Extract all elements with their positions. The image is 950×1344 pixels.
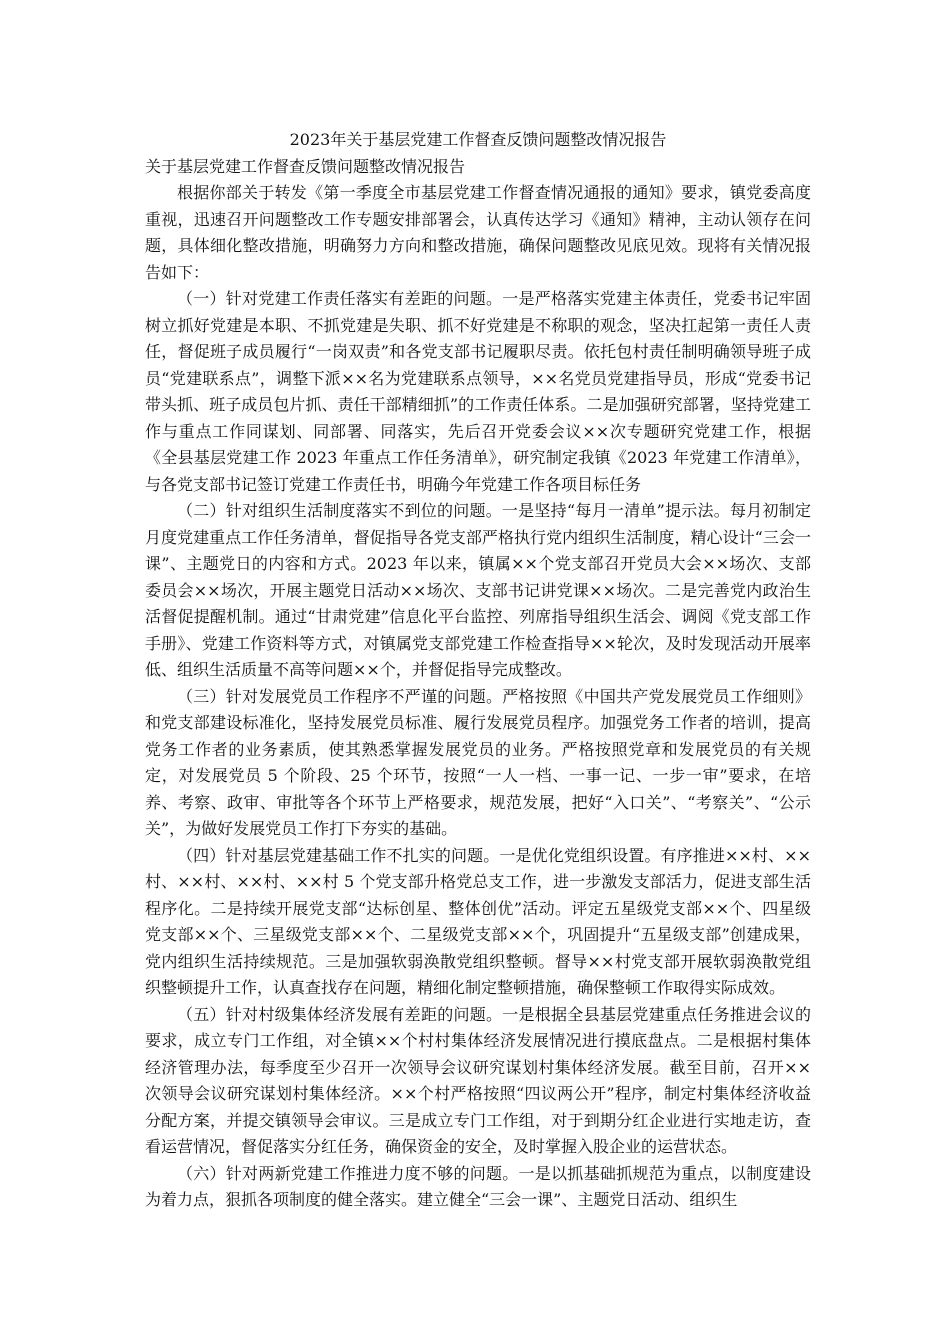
- document-title: 2023年关于基层党建工作督查反馈问题整改情况报告: [289, 130, 667, 149]
- document-page: [145, 127, 811, 1214]
- paragraph-section-6: （六）针对两新党建工作推进力度不够的问题。一是以抓基础抓规范为重点，以制度建设为着力点，狠抓各项制度的健全落实。建立健全“三会一课”、主题党日活动、组织生: [145, 1163, 811, 1209]
- paragraph-section-5: （五）针对村级集体经济发展有差距的问题。一是根据全县基层党建重点任务推进会议的要求，成立专门工作组，对全镇××个村村集体经济发展情况进行摸底盘点。二是根据村集体经济管理办法，每季度至少召开一次领导会议研究谋划村集体经济发展。截至目前，召开××次领导会议研究谋划村集体经济。××个村严格按照“四议两公开”程序，制定村集体经济收益分配方案，并提交镇领导会审议。三是成立专门工作组，对于到期分红企业进行实地走访，查看运营情况，督促落实分红任务，确保资金的安全，及时掌握入股企业的运营状态。: [145, 1004, 811, 1156]
- paragraph-intro: 根据你部关于转发《第一季度全市基层党建工作督查情况通报的通知》要求，镇党委高度重视，迅速召开问题整改工作专题安排部署会，认真传达学习《通知》精神，主动认领存在问题，具体细化整改措施，明确努力方向和整改措施，确保问题整改见底见效。现将有关情况报告如下：: [145, 183, 811, 282]
- paragraph-section-4: （四）针对基层党建基础工作不扎实的问题。一是优化党组织设置。有序推进××村、××村、××村、××村、××村 5 个党支部升格党总支工作，进一步激发支部活力，促进支部生活程序化。二是持续开展党支部“达标创星、整体创优”活动。评定五星级党支部××个、四星级党支部××个、三星级党支部××个、二星级党支部××个，巩固提升“五星级支部”创建成果，党内组织生活持续规范。三是加强软弱涣散党组织整顿。督导××村党支部开展软弱涣散党组织整顿提升工作，认真查找存在问题，精细化制定整顿措施，确保整顿工作取得实际成效。: [145, 845, 811, 997]
- paragraph-section-1: （一）针对党建工作责任落实有差距的问题。一是严格落实党建主体责任，党委书记牢固树立抓好党建是本职、不抓党建是失职、抓不好党建是不称职的观念，坚决扛起第一责任人责任，督促班子成员履行“一岗双责”和各党支部书记履职尽责。依托包村责任制明确领导班子成员“党建联系点”，调整下派××名为党建联系点领导，××名党员党建指导员，形成“党委书记带头抓、班子成员包片抓、责任干部精细抓”的工作责任体系。二是加强研究部署，坚持党建工作与重点工作同谋划、同部署、同落实，先后召开党委会议××次专题研究党建工作，根据《全县基层党建工作 2023 年重点工作任务清单》，研究制定我镇《2023 年党建工作清单》，与各党支部书记签订党建工作责任书，明确今年党建工作各项目标任务: [145, 289, 811, 494]
- document-subtitle: 关于基层党建工作督查反馈问题整改情况报告: [145, 156, 466, 176]
- paragraph-section-2: （二）针对组织生活制度落实不到位的问题。一是坚持“每月一清单”提示法。每月初制定月度党建重点工作任务清单，督促指导各党支部严格执行党内组织生活制度，精心设计“三会一课”、主题党日的内容和方式。2023 年以来，镇属××个党支部召开党员大会××场次、支部委员会××场次，开展主题党日活动××场次、支部书记讲党课××场次。二是完善党内政治生活督促提醒机制。通过“甘肃党建”信息化平台监控、列席指导组织生活会、调阅《党支部工作手册》、党建工作资料等方式，对镇属党支部党建工作检查指导××轮次，及时发现活动开展率低、组织生活质量不高等问题××个，并督促指导完成整改。: [145, 501, 811, 679]
- paragraph-section-3: （三）针对发展党员工作程序不严谨的问题。严格按照《中国共产党发展党员工作细则》和党支部建设标准化，坚持发展党员标准、履行发展党员程序。加强党务工作者的培训，提高党务工作者的业务素质，使其熟悉掌握发展党员的业务。严格按照党章和发展党员的有关规定，对发展党员 5 个阶段、25 个环节，按照“一人一档、一事一记、一步一审”要求，在培养、考察、政审、审批等各个环节上严格要求，规范发展，把好“入口关”、“考察关”、“公示关”，为做好发展党员工作打下夯实的基础。: [145, 686, 811, 838]
